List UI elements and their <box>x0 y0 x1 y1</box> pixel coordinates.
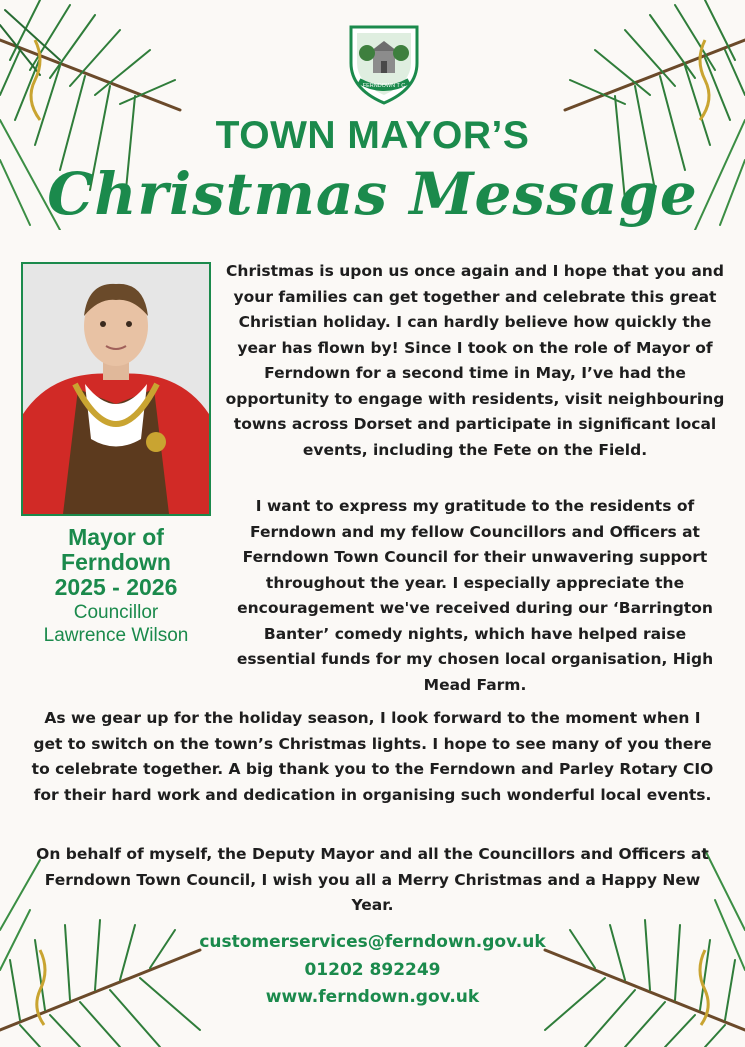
message-paragraph-3: As we gear up for the holiday season, I look forward to the moment when I get to switch on the town’s Christmas lights. I hope to see many of you there to celebrate together. A big thank you to the Ferndown and Parley Rotary CIO for their hard work and dedication in organising such wonderful local events. <box>31 709 714 804</box>
crest-label: FERNDOWN T C <box>362 83 406 89</box>
page-subtitle-script: Christmas Message <box>47 160 698 228</box>
mayor-role-line1: Mayor of <box>68 524 164 550</box>
message-paragraph-1: Christmas is upon us once again and I hope that you and your families can get together and celebrate this great Christian holiday. I can hardly believe how quickly the year has flown by! Since I took on the role of Mayor of Ferndown for a second time in May, I’ve had the opportunity to engage with residents, visit neighbouring towns across Dorset and participate in significant local events, including the Fete on the Field. <box>225 262 725 459</box>
contact-email-link[interactable]: customerservices@ferndown.gov.uk <box>199 932 546 952</box>
mayor-honorific: Councillor <box>73 602 159 623</box>
town-council-crest-logo <box>345 23 423 105</box>
mayor-name: Lawrence Wilson <box>43 625 189 646</box>
contact-phone: 01202 892249 <box>304 959 441 980</box>
contact-block <box>0 929 745 1012</box>
mayor-portrait-photo <box>21 262 211 516</box>
message-paragraph-2: I want to express my gratitude to the residents of Ferndown and my fellow Councillors and Officers at Ferndown Town Council for their unwavering support throughout the year. I especially appreciate the encouragement we've received during our ‘Barrington Banter’ comedy nights, which have helped raise essential funds for my chosen local organisation, High Mead Farm. <box>236 497 714 694</box>
mayor-role-line2: Ferndown <box>61 549 171 575</box>
mayor-caption <box>16 525 216 646</box>
message-paragraph-4: On behalf of myself, the Deputy Mayor and all the Councillors and Officers at Ferndown Town Council, I wish you all a Merry Christmas and a Happy New Year. <box>36 845 709 914</box>
mayor-term: 2025 - 2026 <box>54 574 178 600</box>
contact-website-link[interactable]: www.ferndown.gov.uk <box>265 987 480 1007</box>
page-title: TOWN MAYOR’S <box>215 114 530 157</box>
